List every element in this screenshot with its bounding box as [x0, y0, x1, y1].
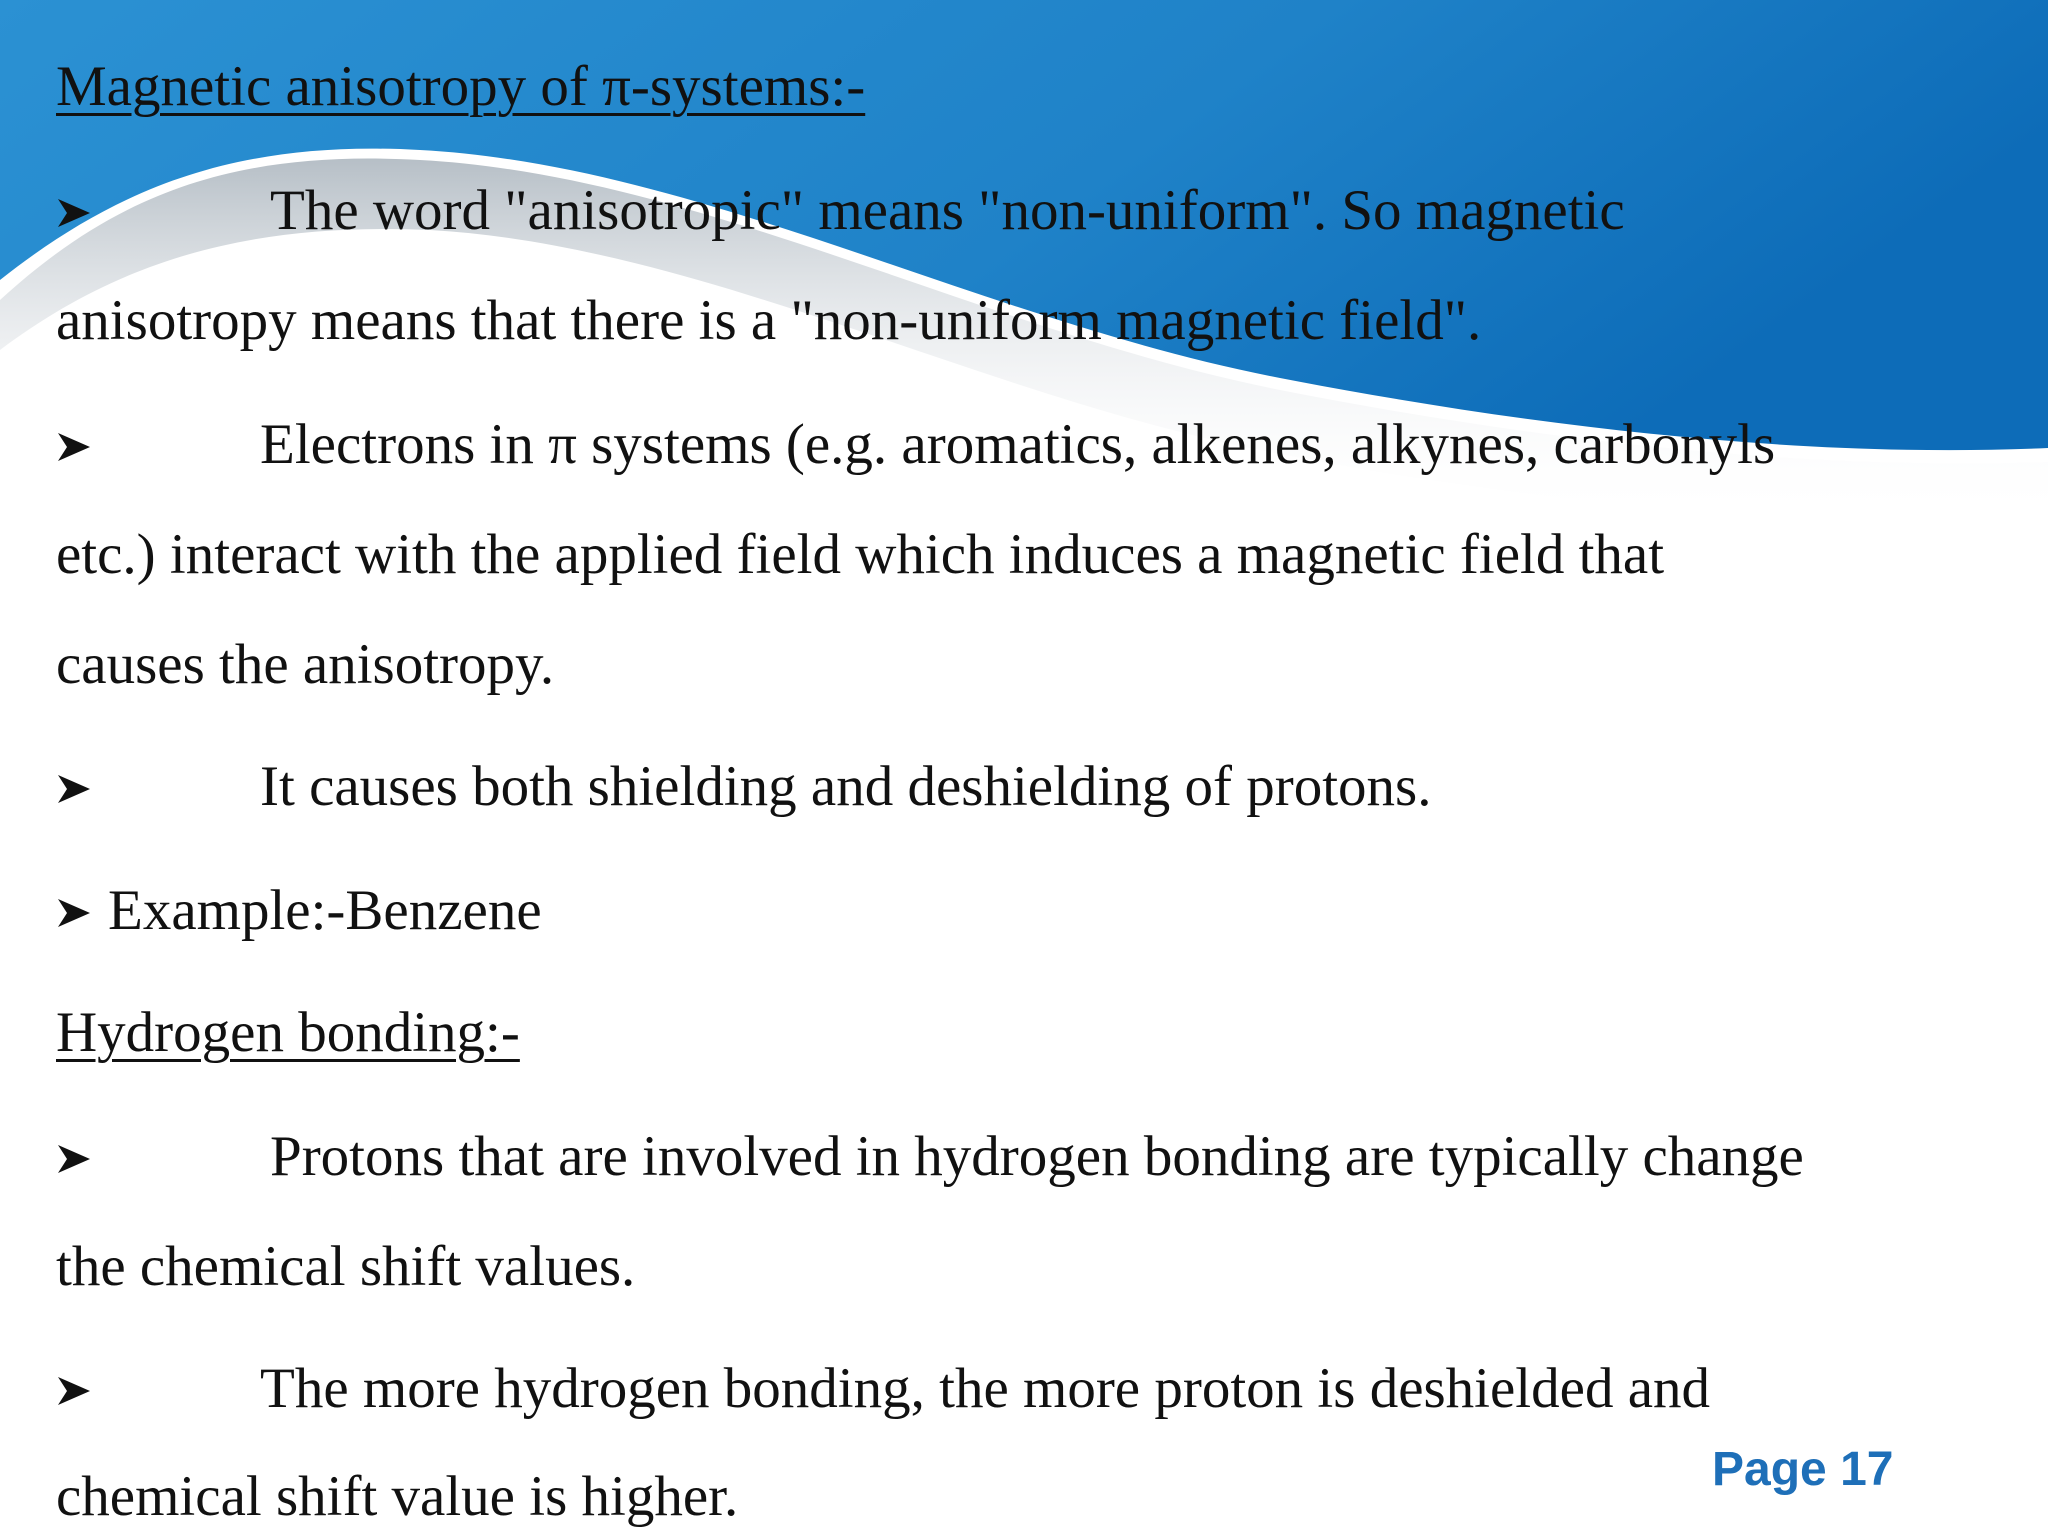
page-number: Page 17	[1712, 1443, 1894, 1496]
bullet-pi-electrons	[56, 410, 1775, 480]
arrowhead-bullet-icon	[56, 1373, 92, 1409]
bullet-text: Electrons in π systems (e.g. aromatics, alkenes, alkynes, carbonyls	[260, 413, 1776, 476]
bullet-text: The word "anisotropic" means "non-uniform". So magnetic	[270, 179, 1625, 242]
arrowhead-bullet-icon	[56, 771, 92, 807]
bullet-anisotropic-definition	[56, 176, 1625, 246]
bullet-text: The more hydrogen bonding, the more proton is deshielded and	[260, 1357, 1710, 1420]
bullet-continuation: chemical shift value is higher.	[56, 1465, 739, 1528]
bullet-continuation: the chemical shift values.	[56, 1235, 636, 1298]
bullet-text: Protons that are involved in hydrogen bonding are typically change	[270, 1125, 1804, 1188]
bullet-example	[56, 876, 542, 946]
arrowhead-bullet-icon	[56, 1141, 92, 1177]
arrowhead-bullet-icon	[56, 195, 92, 231]
bullet-deshielding	[56, 1354, 1710, 1424]
bullet-text: Example:-Benzene	[108, 879, 542, 942]
heading-hydrogen-bonding: Hydrogen bonding:-	[56, 1001, 520, 1064]
heading-magnetic-anisotropy: Magnetic anisotropy of π-systems:-	[56, 55, 866, 118]
bullet-continuation: causes the anisotropy.	[56, 633, 555, 696]
bullet-continuation: anisotropy means that there is a "non-uniform magnetic field".	[56, 289, 1482, 352]
bullet-hydrogen-bonding-protons	[56, 1122, 1804, 1192]
arrowhead-bullet-icon	[56, 895, 92, 931]
bullet-continuation: etc.) interact with the applied field which induces a magnetic field that	[56, 523, 1665, 586]
arrowhead-bullet-icon	[56, 429, 92, 465]
bullet-text: It causes both shielding and deshielding of protons.	[260, 755, 1432, 818]
bullet-shielding	[56, 752, 1431, 822]
